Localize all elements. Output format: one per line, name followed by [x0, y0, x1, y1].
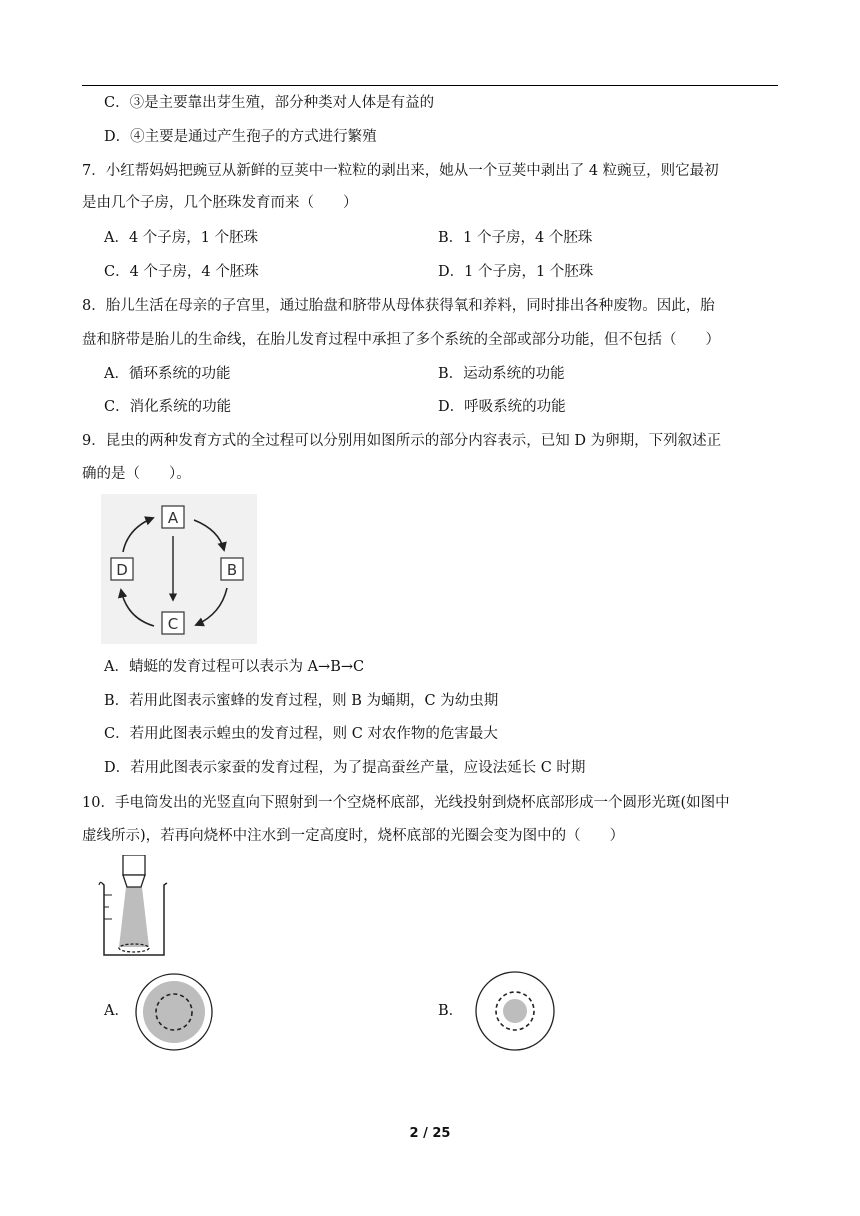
- option-a-figure: [134, 972, 214, 1052]
- q7-option-c: C．4 个子房，4 个胚珠: [104, 264, 259, 280]
- svg-text:D: D: [116, 561, 128, 579]
- beaker-flashlight-figure: [98, 855, 170, 961]
- flashlight-icon: [123, 855, 145, 875]
- q7-option-d: D．1 个子房，1 个胚珠: [438, 264, 594, 280]
- page-number: 2 / 25: [409, 1126, 451, 1141]
- q8-option-d: D．呼吸系统的功能: [438, 399, 566, 415]
- q7-stem-line2: 是由几个子房，几个胚珠发育而来（ ）: [82, 195, 358, 211]
- option-b-figure: [474, 970, 556, 1052]
- light-spot-large: [143, 981, 205, 1043]
- light-beam: [119, 887, 149, 947]
- q10-stem-line2: 虚线所示)，若再向烧杯中注水到一定高度时，烧杯底部的光圈会变为图中的（ ）: [82, 828, 625, 844]
- q9-option-c: C．若用此图表示蝗虫的发育过程，则 C 对农作物的危害最大: [104, 726, 498, 742]
- q9-option-a: A．蜻蜓的发育过程可以表示为 A→B→C: [104, 659, 365, 675]
- light-spot-small: [503, 999, 527, 1023]
- life-cycle-diagram: [101, 494, 257, 644]
- q8-option-a: A．循环系统的功能: [104, 366, 231, 382]
- q6-option-d: D．④主要是通过产生孢子的方式进行繁殖: [104, 129, 377, 145]
- q7-option-a: A．4 个子房，1 个胚珠: [104, 230, 259, 246]
- q10-option-a: A．: [104, 1003, 129, 1019]
- q6-option-c: C．③是主要靠出芽生殖，部分种类对人体是有益的: [104, 95, 435, 111]
- q9-option-b: B．若用此图表示蜜蜂的发育过程，则 B 为蛹期，C 为幼虫期: [104, 693, 499, 709]
- q10-option-b: B．: [438, 1003, 464, 1019]
- q8-stem-line2: 盘和脐带是胎儿的生命线，在胎儿发育过程中承担了多个系统的全部或部分功能，但不包括（ ）: [82, 332, 720, 348]
- q8-option-b: B．运动系统的功能: [438, 366, 565, 382]
- stage-box-d: [111, 558, 133, 580]
- svg-text:A: A: [167, 509, 179, 527]
- stage-box-a: [162, 506, 184, 528]
- q8-stem-line1: 8．胎儿生活在母亲的子宫里，通过胎盘和脐带从母体获得氧和养料，同时排出各种废物。因此，胎: [82, 298, 715, 314]
- stage-box-c: [162, 612, 184, 634]
- q8-option-c: C．消化系统的功能: [104, 399, 232, 415]
- stage-box-b: [221, 558, 243, 580]
- q7-option-b: B．1 个子房，4 个胚珠: [438, 230, 593, 246]
- q7-stem-line1: 7．小红帮妈妈把豌豆从新鲜的豆荚中一粒粒的剥出来，她从一个豆荚中剥出了 4 粒豌豆，则它最初: [82, 163, 719, 179]
- svg-text:B: B: [226, 561, 238, 579]
- q9-stem-line2: 确的是（ ）。: [82, 466, 191, 482]
- svg-text:C: C: [167, 615, 179, 633]
- q9-option-d: D．若用此图表示家蚕的发育过程，为了提高蚕丝产量，应设法延长 C 时期: [104, 760, 586, 776]
- q9-stem-line1: 9．昆虫的两种发育方式的全过程可以分别用如图所示的部分内容表示，已知 D 为卵期，下列叙述正: [82, 433, 722, 449]
- q10-stem-line1: 10．手电筒发出的光竖直向下照射到一个空烧杯底部，光线投射到烧杯底部形成一个圆形光斑(如图中: [82, 795, 730, 811]
- header-rule: [82, 85, 778, 86]
